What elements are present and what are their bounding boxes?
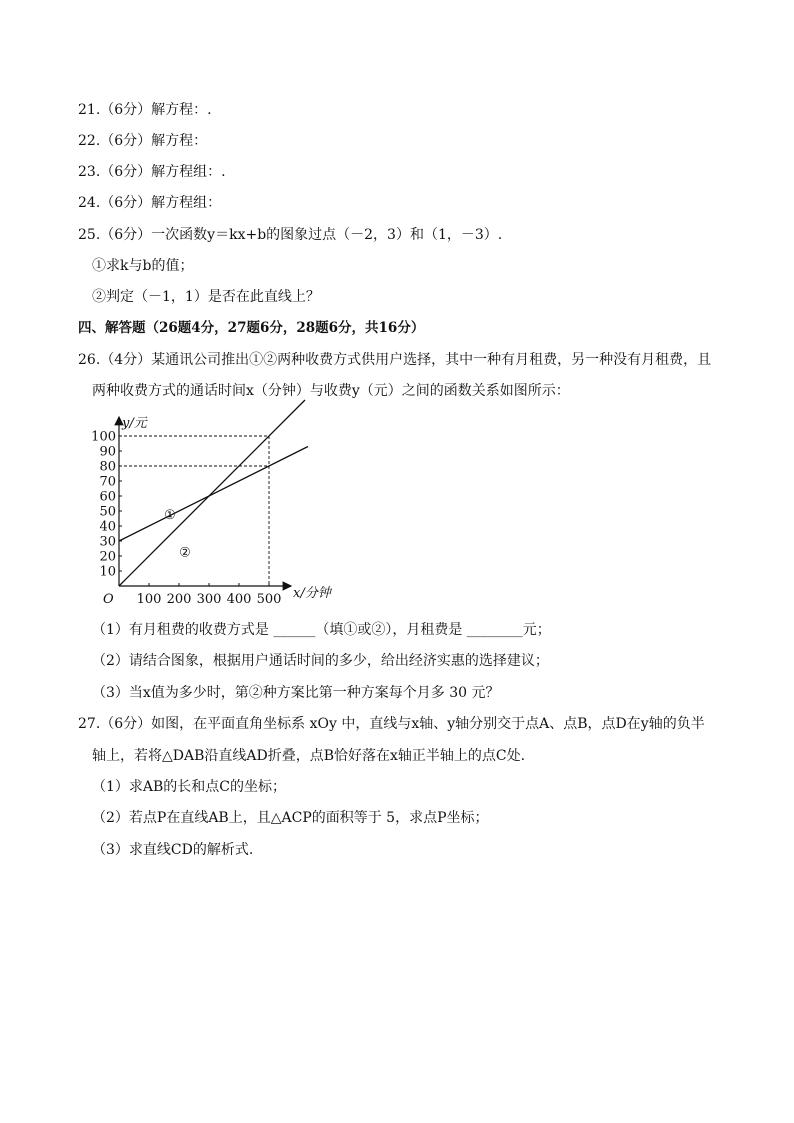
y-axis-ticks	[91, 430, 122, 580]
x-tick-label: 300	[196, 592, 222, 607]
y-tick-label: 50	[99, 504, 116, 520]
y-tick-label: 70	[99, 474, 116, 490]
y-tick-label: 10	[99, 564, 116, 580]
section-4-heading: 四、解答题（26题4分，27题6分，28题6分，共16分）	[78, 320, 425, 336]
series-label-1: ①	[164, 508, 176, 523]
x-tick-label: 100	[136, 592, 162, 607]
series-line-1	[119, 447, 308, 542]
y-tick-label: 80	[99, 459, 116, 475]
question-23: 23.（6分）解方程组：.	[78, 164, 226, 180]
question-22: 22.（6分）解方程：	[78, 133, 208, 149]
question-26-part-3: （3）当x值为多少时，第②种方案比第一种方案每个月多 30 元？	[92, 685, 500, 701]
q26-function-graph	[84, 408, 331, 608]
x-tick-label: 200	[166, 592, 192, 607]
question-25-part-1: ①求k与b的值；	[92, 258, 194, 274]
question-27-line-1: 27.（6分）如图，在平面直角坐标系 xOy 中，直线与x轴、y轴分别交于点A、点B，点D在y轴的负半	[78, 716, 705, 732]
series-lines	[119, 400, 308, 586]
question-26-part-2: （2）请结合图象，根据用户通话时间的多少，给出经济实惠的选择建议；	[92, 653, 549, 669]
y-tick-label: 60	[99, 489, 116, 505]
question-21: 21.（6分）解方程：.	[78, 102, 212, 118]
y-tick-label: 40	[99, 519, 116, 535]
question-27-part-2: （2）若点P在直线AB上，且△ACP的面积等于 5，求点P坐标；	[92, 810, 489, 826]
question-26-part-1: （1）有月租费的收费方式是 ______（填①或②），月租费是 ________元；	[92, 622, 551, 638]
series-label-2: ②	[179, 545, 191, 561]
question-25-part-2: ②判定（－1，1）是否在此直线上？	[92, 289, 320, 305]
question-25: 25.（6分）一次函数y＝kx+b的图象过点（－2，3）和（1，－3）.	[78, 227, 503, 243]
x-tick-label: 400	[226, 592, 252, 607]
y-tick-label: 20	[99, 549, 116, 565]
question-27-line-2: 轴上，若将△DAB沿直线AD折叠，点B恰好落在x轴正半轴上的点C处.	[92, 748, 526, 764]
series-labels	[164, 508, 191, 561]
y-axis-label: y/元	[122, 416, 147, 431]
series-line-2	[119, 400, 305, 586]
x-axis-label: x/分钟	[293, 586, 331, 601]
y-tick-label: 100	[91, 429, 116, 445]
question-27-part-3: （3）求直线CD的解析式.	[92, 842, 254, 858]
x-tick-label: 500	[256, 592, 282, 607]
question-26-line-2: 两种收费方式的通话时间x（分钟）与收费y（元）之间的函数关系如图所示：	[92, 383, 570, 399]
origin-label: O	[103, 592, 114, 607]
question-26-line-1: 26.（4分）某通讯公司推出①②两种收费方式供用户选择，其中一种有月租费，另一种没有月租费，且	[78, 352, 712, 368]
question-24: 24.（6分）解方程组：	[78, 195, 222, 211]
y-tick-label: 30	[99, 534, 116, 550]
question-27-part-1: （1）求AB的长和点C的坐标；	[92, 779, 287, 795]
y-tick-label: 90	[99, 444, 116, 460]
